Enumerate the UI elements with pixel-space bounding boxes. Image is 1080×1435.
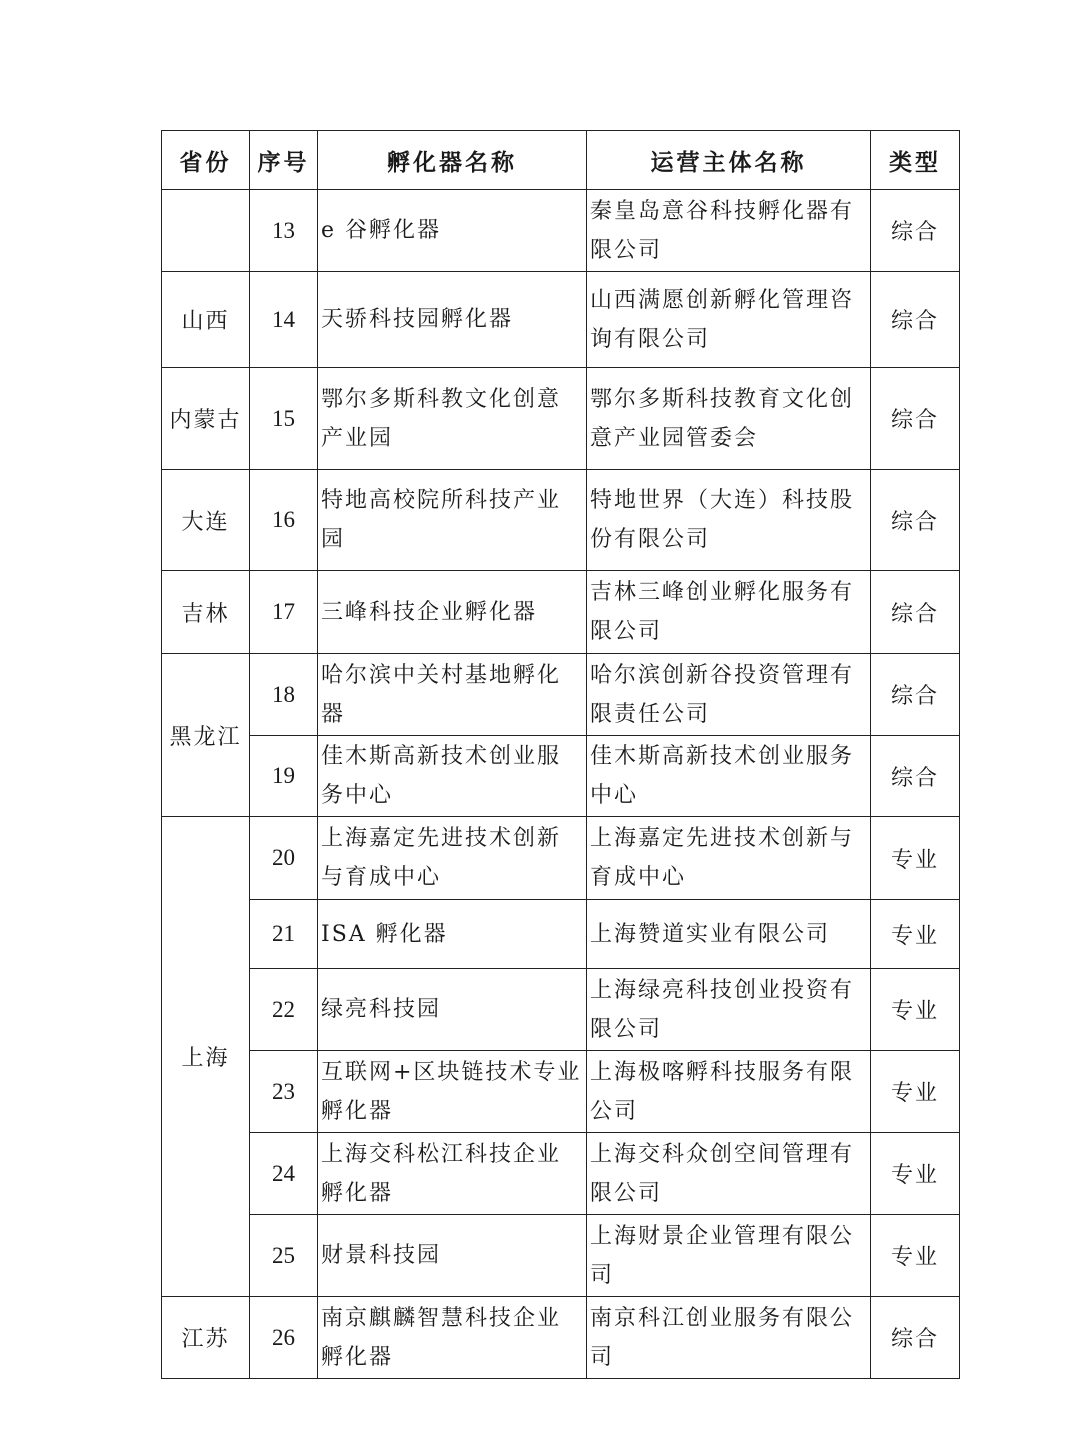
operator-name-cell: 上海交科众创空间管理有限公司 [587,1133,871,1215]
province-cell [162,190,250,272]
operator-name-cell: 山西满愿创新孵化管理咨询有限公司 [587,272,871,368]
province-cell: 上海 [162,817,250,1297]
table-row [162,817,960,900]
incubator-name-cell: 互联网+区块链技术专业孵化器 [318,1051,587,1133]
operator-name-cell: 上海极喀孵科技服务有限公司 [587,1051,871,1133]
incubator-name-cell: 天骄科技园孵化器 [318,272,587,368]
type-cell: 综合 [871,272,960,368]
operator-name-cell: 鄂尔多斯科技教育文化创意产业园管委会 [587,368,871,470]
incubator-name-cell: 鄂尔多斯科教文化创意产业园 [318,368,587,470]
operator-name-cell: 上海嘉定先进技术创新与育成中心 [587,817,871,900]
header-seq: 序号 [250,131,318,190]
seq-cell: 17 [250,571,318,654]
incubator-name-cell: 绿亮科技园 [318,969,587,1051]
province-cell: 黑龙江 [162,654,250,817]
incubator-name-cell: 特地高校院所科技产业园 [318,470,587,571]
type-cell: 专业 [871,1215,960,1297]
table-row [162,1051,960,1133]
table-row [162,1133,960,1215]
operator-name-cell: 南京科江创业服务有限公司 [587,1297,871,1379]
type-cell: 综合 [871,190,960,272]
type-cell: 专业 [871,1051,960,1133]
incubator-name-cell: e 谷孵化器 [318,190,587,272]
type-cell: 综合 [871,654,960,736]
type-cell: 综合 [871,470,960,571]
table-row [162,470,960,571]
table-row [162,654,960,736]
table-row [162,736,960,817]
seq-cell: 22 [250,969,318,1051]
header-incubator-name: 孵化器名称 [318,131,587,190]
type-cell: 专业 [871,817,960,900]
table-row [162,571,960,654]
seq-cell: 23 [250,1051,318,1133]
province-cell: 江苏 [162,1297,250,1379]
operator-name-cell: 上海财景企业管理有限公司 [587,1215,871,1297]
incubator-name-cell: 上海交科松江科技企业孵化器 [318,1133,587,1215]
operator-name-cell: 上海赞道实业有限公司 [587,900,871,969]
seq-cell: 25 [250,1215,318,1297]
seq-cell: 18 [250,654,318,736]
seq-cell: 20 [250,817,318,900]
operator-name-cell: 吉林三峰创业孵化服务有限公司 [587,571,871,654]
seq-cell: 15 [250,368,318,470]
incubator-table [161,130,960,1379]
table-row [162,272,960,368]
province-cell: 吉林 [162,571,250,654]
incubator-name-cell: 三峰科技企业孵化器 [318,571,587,654]
seq-cell: 26 [250,1297,318,1379]
seq-cell: 13 [250,190,318,272]
table-row [162,190,960,272]
type-cell: 专业 [871,1133,960,1215]
seq-cell: 21 [250,900,318,969]
seq-cell: 14 [250,272,318,368]
type-cell: 综合 [871,368,960,470]
province-cell: 内蒙古 [162,368,250,470]
province-cell: 大连 [162,470,250,571]
operator-name-cell: 佳木斯高新技术创业服务中心 [587,736,871,817]
incubator-name-cell: 上海嘉定先进技术创新与育成中心 [318,817,587,900]
operator-name-cell: 特地世界（大连）科技股份有限公司 [587,470,871,571]
seq-cell: 16 [250,470,318,571]
incubator-name-cell: ISA 孵化器 [318,900,587,969]
table-header-row [162,131,960,190]
table-row [162,900,960,969]
type-cell: 综合 [871,1297,960,1379]
type-cell: 专业 [871,969,960,1051]
header-type: 类型 [871,131,960,190]
incubator-name-cell: 哈尔滨中关村基地孵化器 [318,654,587,736]
operator-name-cell: 秦皇岛意谷科技孵化器有限公司 [587,190,871,272]
operator-name-cell: 上海绿亮科技创业投资有限公司 [587,969,871,1051]
header-province: 省份 [162,131,250,190]
table-row [162,368,960,470]
table-row [162,1215,960,1297]
type-cell: 综合 [871,736,960,817]
table-row [162,1297,960,1379]
table-row [162,969,960,1051]
province-cell: 山西 [162,272,250,368]
type-cell: 综合 [871,571,960,654]
seq-cell: 24 [250,1133,318,1215]
operator-name-cell: 哈尔滨创新谷投资管理有限责任公司 [587,654,871,736]
type-cell: 专业 [871,900,960,969]
document-page [161,130,960,1379]
incubator-name-cell: 佳木斯高新技术创业服务中心 [318,736,587,817]
seq-cell: 19 [250,736,318,817]
header-operator-name: 运营主体名称 [587,131,871,190]
incubator-name-cell: 财景科技园 [318,1215,587,1297]
incubator-name-cell: 南京麒麟智慧科技企业孵化器 [318,1297,587,1379]
